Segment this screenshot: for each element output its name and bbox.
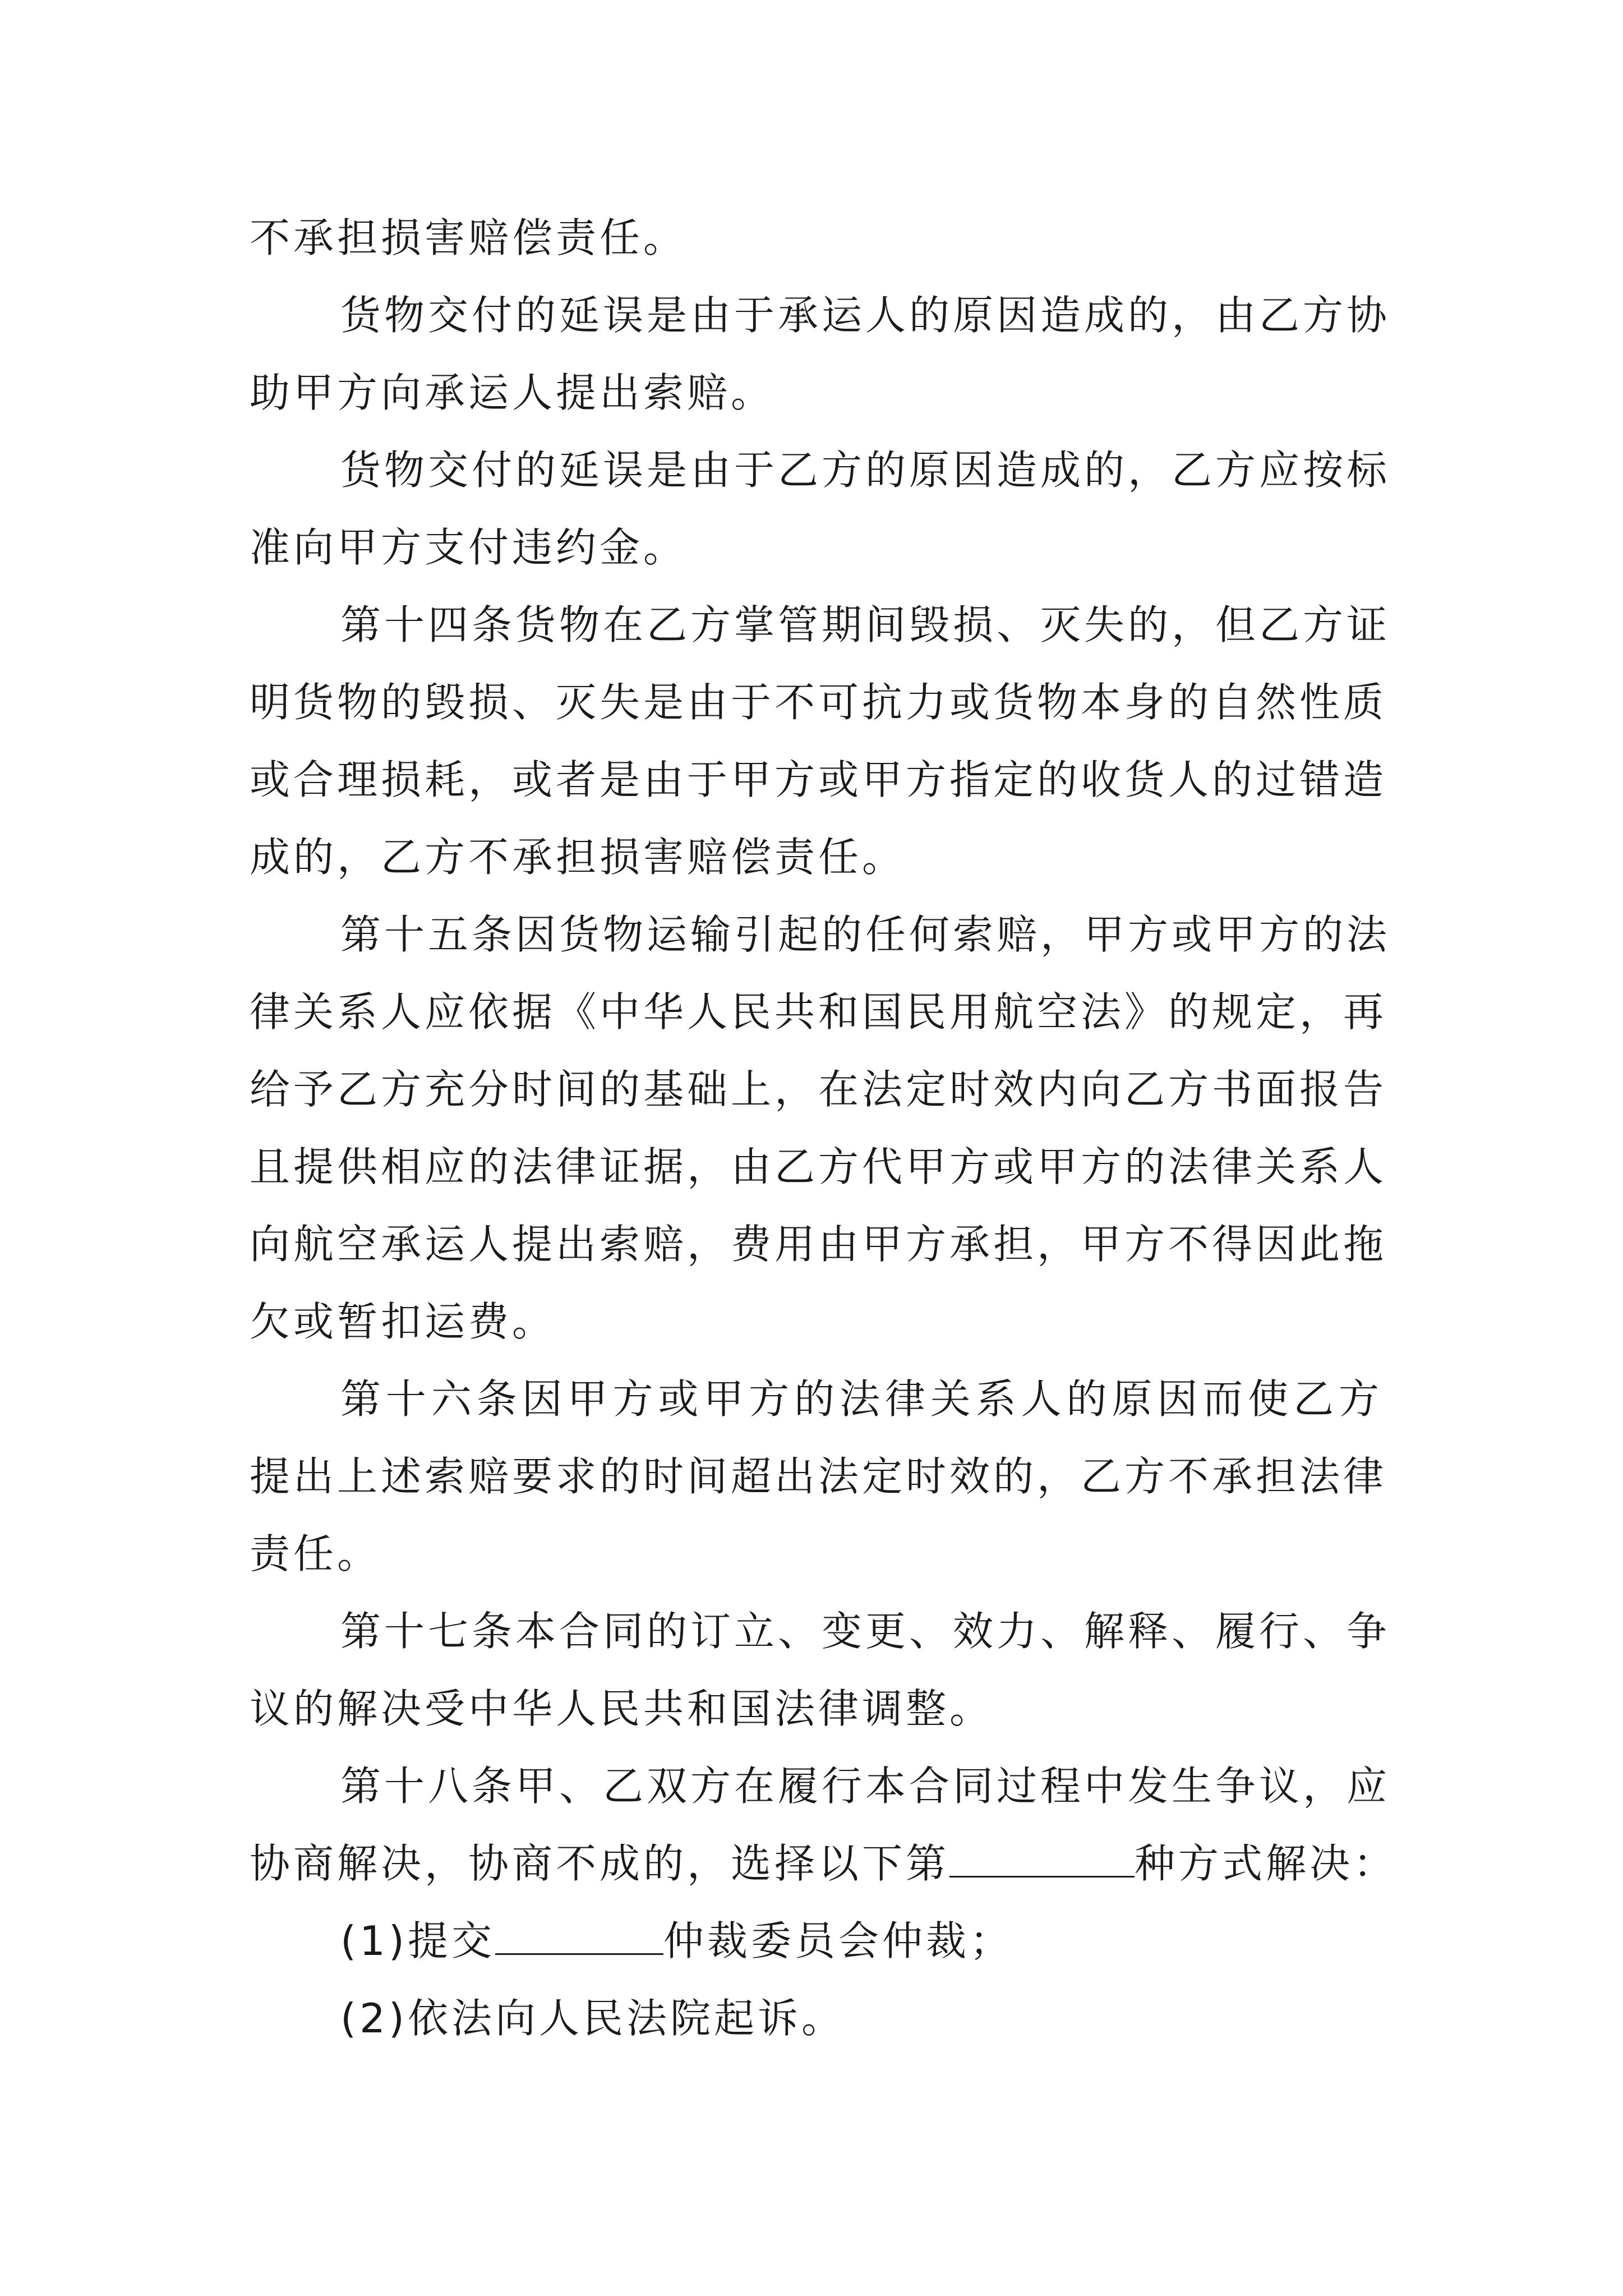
text-line: 提出上述索赔要求的时间超出法定时效的，乙方不承担法律 (250, 1453, 1387, 1500)
fill-in-blank[interactable] (495, 1920, 663, 1955)
list-item (250, 1902, 1382, 1980)
text-line: 或合理损耗，或者是由于甲方或甲方指定的收货人的过错造 (250, 756, 1387, 803)
text-fragment: 协商解决，协商不成的，选择以下第 (250, 1840, 950, 1887)
text-line-with-blank (250, 1825, 1398, 1902)
text-line: 责任。 (250, 1530, 381, 1577)
text-line: 第十四条货物在乙方掌管期间毁损、灭失的，但乙方证 (340, 601, 1391, 648)
list-item (250, 1980, 1382, 2057)
text-fragment: (2)依法向人民法院起诉。 (340, 1995, 845, 2042)
fill-in-blank[interactable] (949, 1842, 1135, 1878)
text-line: 不承担损害赔偿责任。 (250, 214, 688, 261)
text-line: 货物交付的延误是由于乙方的原因造成的，乙方应按标 (340, 447, 1391, 494)
text-line: 助甲方向承运人提出索赔。 (250, 369, 775, 416)
text-line: 律关系人应依据《中华人民共和国民用航空法》的规定，再 (250, 988, 1387, 1036)
text-fragment: 种方式解决： (1135, 1840, 1398, 1887)
text-line: 欠或暂扣运费。 (250, 1298, 556, 1345)
text-line: 议的解决受中华人民共和国法律调整。 (250, 1685, 994, 1732)
text-line: 准向甲方支付违约金。 (250, 524, 688, 571)
text-fragment: 仲裁委员会仲裁； (663, 1917, 1014, 1964)
text-line: 第十六条因甲方或甲方的法律关系人的原因而使乙方 (340, 1375, 1382, 1423)
document-page (250, 199, 1398, 2057)
text-line: 向航空承运人提出索赔，费用由甲方承担，甲方不得因此拖 (250, 1221, 1387, 1268)
text-line: 且提供相应的法律证据，由乙方代甲方或甲方的法律关系人 (250, 1143, 1387, 1190)
text-line: 第十八条甲、乙双方在履行本合同过程中发生争议，应 (340, 1763, 1391, 1810)
text-line: 货物交付的延误是由于承运人的原因造成的，由乙方协 (340, 292, 1391, 339)
text-line: 成的，乙方不承担损害赔偿责任。 (250, 834, 906, 881)
text-line: 第十五条因货物运输引起的任何索赔，甲方或甲方的法 (340, 911, 1391, 958)
text-line: 明货物的毁损、灭失是由于不可抗力或货物本身的自然性质 (250, 679, 1387, 726)
text-line: 给予乙方充分时间的基础上，在法定时效内向乙方书面报告 (250, 1066, 1387, 1113)
text-fragment: (1)提交 (340, 1917, 495, 1964)
text-line: 第十七条本合同的订立、变更、效力、解释、履行、争 (340, 1608, 1391, 1655)
